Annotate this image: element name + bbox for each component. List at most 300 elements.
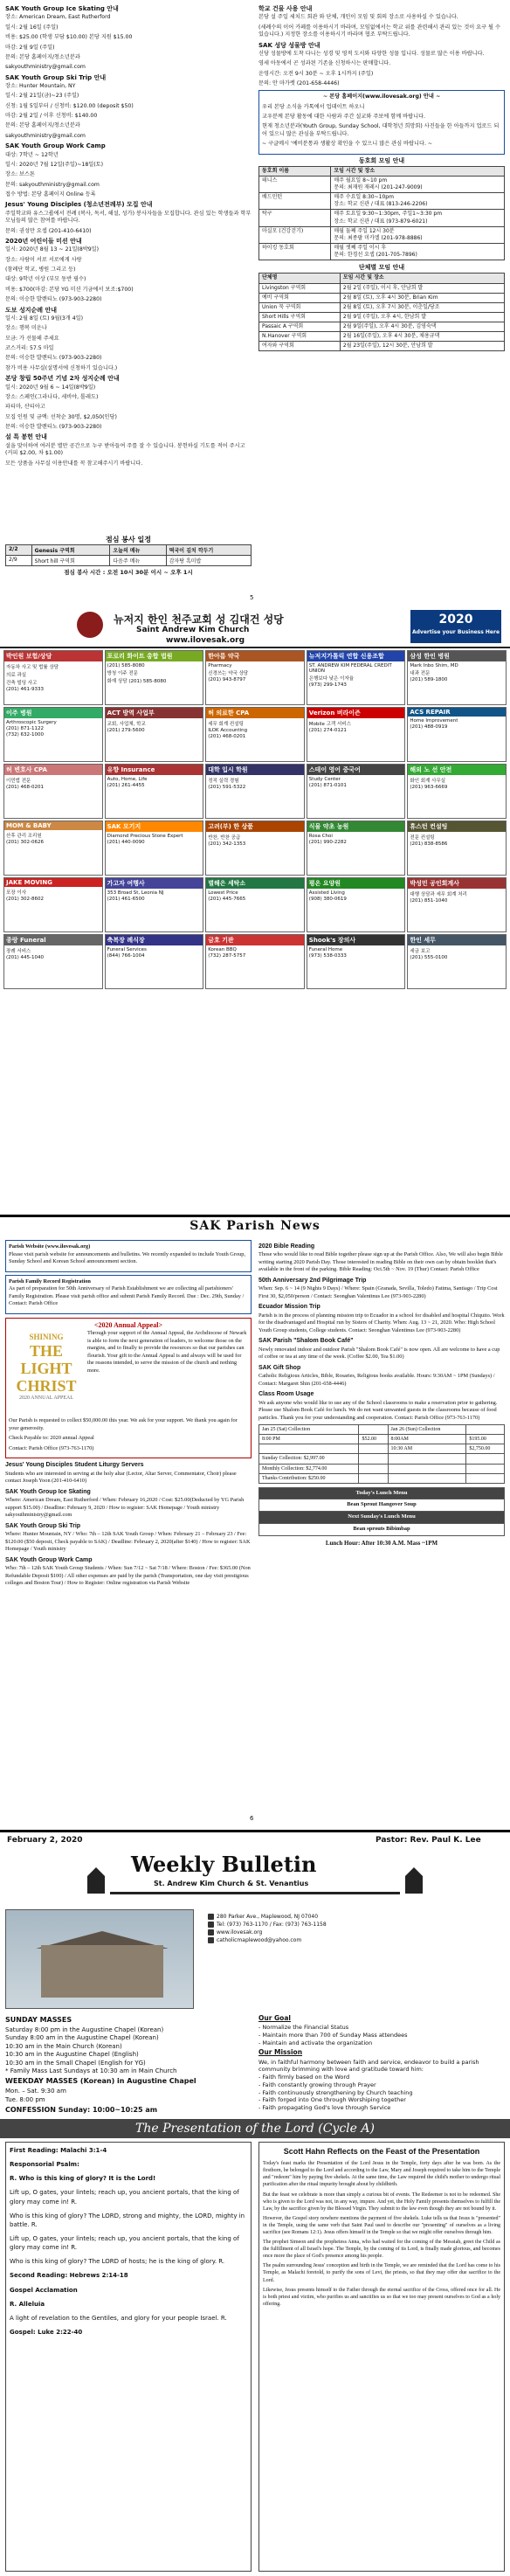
next-menu-title: Next Sunday's Lunch Menu	[259, 1511, 504, 1523]
kr-left-line: 코스거리: 57.5 마일	[5, 345, 54, 352]
collection-cell: Jan 26 (Sun) Collection	[388, 1425, 466, 1435]
annual-appeal-payable: Check Payable to: 2020 annual Appeal	[9, 1435, 94, 1442]
contact-block	[208, 1913, 327, 1944]
ad-line: (201) 468-0201	[6, 785, 45, 790]
ad-line: (201) 261-4455	[107, 783, 145, 788]
kr-left-line: sakyouthministry@gmail.com	[5, 132, 86, 139]
goal-line: - Normalize the Financial Status	[258, 2024, 349, 2032]
reading-line: Who is this king of glory? The LORD of hosts; he is the king of glory. R.	[10, 2258, 225, 2266]
kr-notice-line: 현재 청소년분과(Youth Group, Sunday School, 대학청년 희망회) 사진들을 한 아들까지 업로드 되어 있으니 많은 관심을 부탁드립니다.	[262, 123, 500, 137]
church-name-korean: 뉴저지 한인 천주교회 성 김대건 성당	[114, 613, 284, 626]
kr-left-line: 마감: 2월 9일 (주일)	[5, 44, 55, 51]
collection-cell: 8:00AM	[388, 1435, 466, 1444]
kr-left-line: 일시: 2월 16일 (주일)	[5, 24, 59, 31]
mass-line: * Family Mass Last Sundays at 10:30 am in Main Church	[5, 2067, 177, 2074]
table-header-row	[259, 166, 505, 176]
ad-line: Diamond Precious Stone Expert	[107, 834, 183, 839]
ad-line: (973) 538-0333	[308, 953, 347, 959]
groups-table	[258, 166, 505, 260]
collection-row	[259, 1464, 505, 1473]
table-row	[259, 243, 505, 260]
lunch-schedule-title: 점심 봉사 일정	[106, 536, 151, 544]
ad-card[interactable]	[3, 764, 103, 819]
ad-line: (201) 445-1040	[6, 955, 45, 960]
church-name-english: Saint Andrew Kim Church	[136, 626, 250, 634]
ad-card[interactable]	[307, 877, 406, 932]
table-cell: 2월 8일 (토), 오후 7시 30분, 이춘일/당조	[340, 302, 504, 312]
table-row	[6, 556, 252, 566]
ad-line: (732) 287-5757	[208, 953, 246, 959]
ad-line: 353 Broad St, Leonia NJ	[107, 890, 164, 896]
ad-card[interactable]	[307, 821, 406, 876]
news-right-section-text: Newly renovated indoor and outdoor Parish "Shalom Book Café" is now open. All are welcome to have a cup of coffee or tea at any time of the week. (Coffee $2.00, Tea $1.00)	[258, 1346, 500, 1361]
mass-line: Saturday 8:00 pm in the Augustine Chapel (Korean)	[5, 2025, 164, 2033]
ad-line: Home Improvement	[410, 718, 458, 724]
kr-left-section-title: 본당 창립 50주년 기념 2차 성지순례 안내	[5, 375, 120, 383]
ad-card[interactable]	[105, 707, 204, 762]
collection-cell	[359, 1464, 388, 1473]
table-cell: 2월 8일 (토), 오후 4시 30분, Brian Kim	[340, 293, 504, 302]
news-left-section-title: SAK Youth Group Ice Skating	[5, 1488, 91, 1495]
kr-left-line: 장소: 사람이 서로 서로에게 사랑	[5, 256, 82, 263]
table-cell: Passaic A 구역회	[259, 322, 341, 331]
ad-line: Mark Inbo Shim, MD	[410, 663, 458, 668]
reading-line: Gospel Acclamation	[10, 2286, 78, 2294]
collection-cell	[359, 1444, 388, 1454]
ad-card[interactable]	[307, 650, 406, 705]
kr-left-line: 대상: 7학년 ~ 12학년	[5, 151, 59, 158]
ad-card[interactable]	[407, 877, 507, 932]
reading-line: R. Who is this king of glory? It is the Lord!	[10, 2175, 156, 2183]
annual-appeal-goal: Our Parish is requested to collect $50,000.00 this year. We ask for your support. We thank you again for your generosity.	[9, 1417, 238, 1431]
table-cell	[331, 226, 505, 243]
kr-notice-line: 교우분께 본당 활동에 대한 사람과 주간 설교와 주보에 함께 바랍니다.	[262, 114, 426, 121]
news-right-column	[258, 1240, 505, 1548]
table-cell-line: 문의: 한경선 요셉 (201-705-7896)	[334, 251, 417, 258]
ad-card[interactable]	[3, 934, 103, 989]
ad-title: 평온 요양원	[307, 878, 405, 889]
ad-line: 전문 컨설팅	[410, 835, 435, 841]
annual-appeal-title: <2020 Annual Appeal>	[93, 1320, 163, 1329]
kr-right-line: 본당 설 주일 세치드 회관 와 단체, 개인이 모임 및 회의 장소로 사용하실 수 있습니다.	[258, 14, 458, 21]
kr-left-line: 일시: 2020년 7월 12일(주일)~18일(토)	[5, 161, 104, 168]
kr-left-line: 장소: 보스톤	[5, 171, 35, 178]
kr-left-line: 일시: 2020년 8월 13 ~ 21일(8박9일)	[5, 246, 100, 253]
church-building	[41, 1945, 163, 1998]
mission-line: - Faith firmly based on the Word	[258, 2074, 350, 2081]
reading-line: R. Alleluia	[10, 2300, 45, 2308]
website-notice	[5, 1240, 252, 1272]
goal-line: - Maintain and activate the organization	[258, 2039, 373, 2046]
ad-title: JAKE MOVING	[4, 878, 102, 887]
kr-left-line: 문의: 본당 홈페이지/청소년분과	[5, 122, 80, 129]
ad-line: 장례 서비스	[6, 949, 31, 954]
ad-line: Funeral Services	[107, 947, 147, 952]
advertise-promo[interactable]	[410, 610, 501, 643]
ad-card[interactable]	[407, 821, 507, 876]
kr-right-line: 신당 성물방에 도착 다니는 성경 및 영적 도서와 다양한 성물 입니다. 성물로 많은 이용 바랍니다.	[258, 50, 485, 57]
website-row[interactable]	[208, 1929, 327, 1936]
ad-line: 포장 이사	[6, 890, 27, 896]
ad-title: 축복장 례식장	[106, 935, 203, 945]
table-cell: 모임 시간 및 장소	[340, 274, 504, 283]
phone-text: Tel: (973) 763-1170 / Fax: (973) 763-1158	[217, 1922, 327, 1928]
goal-mission	[258, 2012, 503, 2112]
table-cell: 다음주 메뉴	[110, 556, 166, 566]
ad-card[interactable]	[3, 707, 103, 762]
kr-notice-line: ~ 구글메시 '예비분통과 생활상 확인을 수 있으니 많은 관심 바랍니다. ~	[262, 141, 433, 148]
ad-line: Study Center	[308, 777, 341, 782]
mass-schedule	[5, 2014, 250, 2116]
ad-title: 별해은 세탁소	[206, 878, 304, 889]
ad-line: Lowest Price	[208, 890, 238, 896]
ad-title: 해외 노 선 안전	[408, 765, 506, 775]
news-right-section-title: SAK Parish "Shalom Book Café"	[258, 1338, 354, 1345]
ad-title: 대학 입시 학원	[206, 765, 304, 775]
ad-line: (201) 555-0100	[410, 955, 448, 960]
ad-line: (201) 990-2282	[308, 840, 347, 845]
kr-left-section-title: 도보 성지순례 안내	[5, 306, 57, 314]
news-right-section-text: Catholic Religious Articles, Bible, Rosaries, Religious books available. Hours: 9:30AM ~ 1PM (Sundays) / Contact: Margaret Shin (201-658-4446)	[258, 1373, 495, 1387]
ad-title: 금호 기관	[206, 935, 304, 945]
ad-title: 한아름 약국	[206, 651, 304, 661]
collection-cell: $2,750.00	[466, 1444, 505, 1454]
table-cell: 2월 9일(주일), 오후 4시 30분, 김영숙댁	[340, 322, 504, 331]
mass-line: Sunday 8:00 am in the Augustine Chapel (Korean)	[5, 2034, 159, 2042]
address-text: 280 Parker Ave., Maplewood, NJ 07040	[217, 1914, 319, 1920]
ad-line: ST. ANDREW KIM FEDERAL CREDIT UNION	[308, 663, 392, 674]
ad-title: 박성민 공인회계사	[408, 878, 506, 889]
ad-line: (201) 585-8080	[107, 663, 145, 668]
kr-right-line: 문의: 안 마가렛 (201-658-4446)	[258, 80, 340, 87]
table-cell: 2월 16일(주일), 오후 4시 30분, 채용규댁	[340, 332, 504, 342]
table-cell: 모임 시간 및 장소	[331, 166, 505, 176]
ad-title: 고려(부) 한 상품	[206, 821, 304, 832]
collection-row	[259, 1425, 505, 1435]
ad-line: (201) 279-5600	[107, 728, 145, 733]
ad-card[interactable]	[105, 764, 204, 819]
shine-line-2: THE LIGHT CHRIST	[16, 1342, 77, 1395]
address-row	[208, 1913, 327, 1921]
ad-line: 세무 회계 컨설팅	[208, 722, 244, 727]
page-number: 6	[250, 1815, 254, 1822]
ad-card[interactable]	[307, 764, 406, 819]
collection-cell: 8:00 PM	[259, 1435, 359, 1444]
ad-line: (201) 591-5322	[208, 785, 246, 790]
kr-left-line: 비용: $700(마감: 본당 YG 미션 기금에서 보조:$700)	[5, 286, 134, 293]
ad-card[interactable]	[407, 934, 507, 989]
ad-title: ACT 방역 사업부	[106, 708, 203, 718]
reflection-box	[258, 2142, 505, 2572]
table-header-row	[259, 274, 505, 283]
shining-light-logo	[9, 1332, 84, 1416]
ad-line: (201) 589-1800	[410, 677, 448, 682]
ad-line: (201) 445-7665	[208, 897, 246, 902]
table-cell: 예비 구역회	[259, 293, 341, 302]
kr-website-notice	[258, 90, 505, 154]
annual-appeal	[5, 1318, 252, 1459]
table-cell: 2/2	[6, 545, 32, 556]
table-cell: Short Hills 구역회	[259, 312, 341, 322]
news-left-section-title: Jesus' Young Disciples Student Liturgy Servers	[5, 1462, 144, 1469]
collection-cell	[359, 1473, 388, 1483]
ad-line: (844) 766-1004	[107, 953, 145, 959]
ad-title: 이주 병원	[4, 708, 102, 718]
table-cell: N.Hanover 구역회	[259, 332, 341, 342]
collection-cell	[466, 1425, 505, 1435]
today-menu-item: Bean Sprout Hangover Soup	[259, 1499, 504, 1511]
kr-left-line: 참가 비용 사무실(설명서에 신청하기 있습니다.)	[5, 364, 118, 371]
table-cell-line: 매주 토요일 9:30~1:30pm, 주일1~3:30 pm	[334, 211, 443, 218]
kr-left-line: 신청: 1월 5일부터 / 신청비: $120.00 (deposit $50)	[5, 102, 134, 109]
news-right-section-title: Ecuador Mission Trip	[258, 1304, 320, 1311]
table-header-row	[6, 545, 252, 556]
news-right-section-title: SAK Gift Shop	[258, 1364, 301, 1371]
mission-line: We, in faithful harmony between faith and service, endeavor to build a parish community brimming with love and gratitude toward him:	[258, 2058, 479, 2074]
ad-card[interactable]	[407, 707, 507, 762]
table-cell: 단체명	[259, 274, 341, 283]
table-cell: 2월 2일 (주일), 이시 후, 안남희 발	[340, 283, 504, 293]
news-right-section-text: When: Sep. 6 ~ 14 (9 Nights 9 Days) / Where: Spain (Granada, Sevilla, Toledo) Fatima, Santiago / Trip Cost First 30, $2,050/person / Contact: Seonghan Valentinus Lee (973-903-2280)	[258, 1285, 498, 1299]
weekday-line: Mon. – Sat. 9:30 am	[5, 2088, 66, 2095]
ad-line: (201) 461-9333	[6, 687, 45, 692]
ad-title: ACS REPAIR	[408, 708, 506, 717]
email-text[interactable]: catholicmaplewood@yahoo.com	[217, 1937, 302, 1943]
table-cell-line: 장소: 학교 신관 / 대표 (813-246-2206)	[334, 201, 428, 208]
website-text[interactable]: www.ilovesak.org	[217, 1929, 263, 1935]
kr-left-section-title: Jesus' Young Disciples (청소년전례부) 모집 안내	[5, 201, 153, 209]
table-cell: Short hill 구역회	[31, 556, 110, 566]
kr-left-line: 대상: 9학년 이상 (부모 동반 필수)	[5, 276, 86, 283]
ad-title: 가고자 여행사	[106, 878, 203, 889]
ad-line: 신경쓰는 약국 상담	[208, 671, 249, 676]
ad-line: ILOK Accounting	[208, 728, 248, 733]
news-right-section-title: 2020 Bible Reading	[258, 1243, 315, 1250]
kr-right-column	[258, 3, 505, 351]
ad-card[interactable]	[307, 707, 406, 762]
kr-left-line: 모든 상품을 사무실 이용안내를 꼭 참고해주시기 바랍니다.	[5, 460, 143, 467]
ad-card[interactable]	[105, 650, 204, 705]
ad-line: 세금 보고	[410, 949, 431, 954]
ad-title: 삼성 한인 병원	[408, 651, 506, 661]
collection-cell	[259, 1444, 359, 1454]
ad-card[interactable]	[407, 764, 507, 819]
mission-line: - Faith continuously strengthening by Church teaching	[258, 2088, 413, 2096]
ad-line: (201) 461-6500	[107, 897, 145, 902]
table-cell: 감자탕 흑미밥	[166, 556, 251, 566]
table-cell	[331, 177, 505, 193]
ad-line: (201) 943-8797	[208, 677, 246, 682]
table-row	[259, 302, 505, 312]
ad-card[interactable]	[407, 650, 507, 705]
groups-title: 동호회 모임 안내	[358, 156, 405, 164]
kr-left-line: (참례단 학교, 병원 그리고 등)	[5, 267, 76, 274]
promo-text: Advertise your Business Here	[411, 629, 500, 635]
today-menu-title: Today's Lunch Menu	[259, 1488, 504, 1499]
weekly-bulletin-front	[0, 1830, 510, 2576]
page-number: 5	[250, 594, 254, 601]
ad-card[interactable]	[205, 821, 305, 876]
kr-left-section-title: SAK Youth Group Work Camp	[5, 142, 106, 150]
ad-card[interactable]	[205, 764, 305, 819]
mission-title: Our Mission	[258, 2048, 303, 2057]
ad-title: MOM & BABY	[4, 821, 102, 830]
table-cell	[331, 210, 505, 226]
collection-row	[259, 1435, 505, 1444]
ad-title: 포로리 화이트 총합 법원	[106, 651, 203, 661]
table-cell: 마실모 (건강걷기)	[259, 226, 331, 243]
ad-line: 건축 빌딩 사고	[6, 681, 38, 686]
family-registration-text: As part of preparation for 50th Anniversary of Parish Establishment we are collecting all parishioners' Family Registration. Please visit parish office and submit Parish Family Record. Due : Dec. 29th, Sunday / Contact: Parish Office	[9, 1285, 245, 1306]
ad-title: 박인원 보험/상담	[4, 651, 102, 661]
table-cell-line: 문의: 최재원 재레시 (201-247-9009)	[334, 184, 423, 191]
reading-line: Lift up, O gates, your lintels; reach up, you ancient portals, that the king of glory may come in! R.	[10, 2189, 239, 2206]
collection-row	[259, 1473, 505, 1483]
globe-icon	[208, 1929, 214, 1935]
ad-card[interactable]	[205, 707, 305, 762]
table-cell: Genesis 구역회	[31, 545, 110, 556]
news-right-section-text: We ask anyone who would like to use any of the School classrooms to make a reservation prior to gathering. Please use Shalom Book Café for lunch. We do not want unwanted guests in the classrooms because of food particles. Thank you for your understanding and cooperation. Contact: Parish Office (973-763-1170)	[258, 1399, 498, 1421]
ad-card[interactable]	[307, 934, 406, 989]
kr-left-section-title: SAK Youth Group Ice Skating 안내	[5, 5, 119, 12]
table-row	[259, 312, 505, 322]
ad-line: 교회, 사업체, 학교	[107, 722, 146, 727]
ad-line: Auto, Home, Life	[107, 777, 148, 782]
ad-line: 방청 이주 전문	[107, 671, 138, 676]
reflection-paragraph: However, the Gospel story nowhere mentions the payment of five shekels. Luke tells us that Jesus is "presented" in the Temple, using the same verb that Saint Paul used to describe our "presenting" of ourselves as a living sacrifice (see Romans 12:1). Jesus offers himself in the Temple so that we might offer ourselves through him.	[263, 2215, 500, 2235]
ad-line: 은행보다 낮은 이자율	[308, 676, 355, 682]
kr-right-section-title: SAK 성당 성물방 안내	[258, 41, 320, 49]
church-url[interactable]: www.ilovesak.org	[166, 636, 245, 645]
collection-cell	[388, 1454, 466, 1464]
ad-card[interactable]	[205, 877, 305, 932]
news-left-column	[5, 1240, 252, 1590]
table-cell: 2/9	[6, 556, 32, 566]
feast-title-band: The Presentation of the Lord (Cycle A)	[0, 2119, 510, 2138]
bulletin-date: February 2, 2020	[7, 1836, 83, 1845]
ads-page	[0, 606, 510, 1211]
collection-table	[258, 1424, 505, 1484]
ad-card[interactable]	[3, 821, 103, 876]
kr-left-line: 접수 방법: 본당 홈페이지 Online 등록	[5, 191, 96, 198]
ad-line: 의료 과실	[6, 673, 27, 678]
table-row	[259, 332, 505, 342]
weekday-title: WEEKDAY MASSES (Korean) in Augustine Chapel	[5, 2077, 196, 2086]
kr-left-section-title: 설 특 봉헌 안내	[5, 433, 47, 441]
news-right-section-title: Class Room Usage	[258, 1391, 314, 1398]
ad-line: (973) 299-1743	[308, 682, 347, 688]
kr-left-line: 파티마, 산티아고	[5, 404, 45, 411]
news-left-section-text: Who: 7th – 12th SAK Youth Group Students / When: Sun 7/12 ~ Sat 7/18 / Where: Boston / Fee: $365.00 (Non Refundable Deposit $100) / All other expenses are paid by the parish (Transportation, one day visit prestigious colleges and Boston Tour) / How to Register: Online registration via Parish Website	[5, 1565, 251, 1587]
shine-line-1: SHINING	[29, 1333, 64, 1342]
news-left-section-text: Where: American Dream, East Rutherford / When: February 16,2020 / Cost: $25.00(Deducted by YG Parish support $15.00) / Deadline: February 9, 2020 / How to register: SAK Homepage / Youth ministry sakyouthministry@gmail.com	[5, 1497, 245, 1519]
collection-cell: 10:30 AM	[388, 1444, 466, 1454]
ad-card[interactable]	[105, 934, 204, 989]
ad-line: Assisted Living	[308, 890, 345, 896]
home-icon	[208, 1914, 214, 1920]
mission-line: - Faith propagating God's love through Service	[258, 2104, 391, 2112]
reading-line: Lift up, O gates, your lintels; reach up, you ancient portals, that the king of glory may come in! R.	[10, 2234, 239, 2252]
ad-line: Arthroscopic Surgery	[6, 720, 57, 725]
kr-right-line: 영세 아동에서 곤 성과된 기존을 신청하시는 판매합니다.	[258, 60, 391, 67]
table-cell: 탁구	[259, 210, 331, 226]
table-cell-line: 매월 둘째 주일 12시 30분	[334, 227, 395, 234]
collection-cell: Sunday Collection: $2,997.00	[259, 1454, 359, 1464]
collection-row	[259, 1454, 505, 1464]
ad-line: (201) 851-1040	[410, 898, 448, 904]
ad-card[interactable]	[105, 877, 204, 932]
mission-line: - Faith constantly growing through Prayer	[258, 2081, 376, 2088]
ad-line: (201) 440-0090	[107, 840, 145, 845]
parish-news-title: SAK Parish News	[190, 1219, 320, 1233]
ad-card[interactable]	[205, 650, 305, 705]
ad-card[interactable]	[3, 650, 103, 705]
table-cell-line: 문의: 최종팔 미카엘 (201-978-8886)	[334, 234, 423, 241]
collection-cell	[388, 1464, 466, 1473]
kr-right-line: (세례수의 이어 카페를 이용하시기 바라며, 모임없에서는 학교 위를 관련해서 관리 있는 것이 요구 될 수 있습니다.) 지정한 장소를 이용하시기 바라며 협조 부탁드립니다.	[258, 24, 500, 38]
kr-left-line: 장소: American Dream, East Rutherford	[5, 14, 111, 21]
table-cell-line: 매월 셋째 주일 이시 후	[334, 244, 387, 251]
ad-title: 유향 Insurance	[106, 765, 203, 775]
mass-title: SUNDAY MASSES	[5, 2016, 72, 2024]
news-left-section-title: SAK Youth Group Ski Trip	[5, 1522, 81, 1529]
ad-card[interactable]	[205, 934, 305, 989]
table-cell: 하이킹 동호회	[259, 243, 331, 260]
news-left-section-text: Students who are interested in serving at the holy altar (Lector, Altar Server, Commentator, Choir) please contact Joseph Yoon (201-410-6410)	[5, 1470, 237, 1485]
kr-left-line: 마감: 2월 2일 / 이후 신청비: $140.00	[5, 113, 98, 120]
table-cell: 여자와 구역회	[259, 342, 341, 351]
ad-title: SAK 모기지	[106, 821, 203, 832]
ad-card[interactable]	[105, 821, 204, 876]
lunch-hour: Lunch Hour: After 10:30 A.M. Mass ~1PM	[325, 1539, 438, 1547]
ad-line: (908) 380-0619	[308, 897, 347, 902]
email-row[interactable]	[208, 1936, 327, 1944]
ad-line: 이민법 전문	[6, 779, 31, 784]
collection-cell: Monthly Collection: $2,774.00	[259, 1464, 359, 1473]
table-cell: 배드민턴	[259, 193, 331, 210]
ad-line: Mobile 고객 서비스	[308, 722, 351, 727]
kr-left-line: 모금: 가 선물해 주세요	[5, 335, 59, 342]
ad-grid	[3, 650, 507, 989]
ad-title: 허 변호사 CPA	[4, 765, 102, 775]
table-cell	[331, 193, 505, 210]
news-right-section-title: 50th Anniversary 2nd Pilgrimage Trip	[258, 1277, 367, 1284]
table-row	[259, 342, 505, 351]
collection-cell: Thanks Contribution: $250.00	[259, 1473, 359, 1483]
table-cell	[331, 243, 505, 260]
kr-left-line: 문의: 권성만 요셉 (201-410-6410)	[5, 227, 92, 234]
mail-icon	[208, 1937, 214, 1943]
reflection-paragraph: The prophet Simeon and the prophetess Anna, who had waited for the coming of the Messiah, greet the Child as the fulfillment of all Israel's hope. The Temple, by the coming of its Lord, is finally made glorious, and becomes once more the place of God's presence among his people.	[263, 2240, 500, 2260]
table-row	[259, 226, 505, 243]
kr-left-line: 일시: 2020년 9월 6 ~ 14일(8박9일)	[5, 384, 96, 391]
kr-right-line: 운영시간: 오전 9시 30분 ~ 오후 1시까지 (주일)	[258, 70, 374, 77]
collection-cell	[359, 1454, 388, 1464]
church-logo-icon	[77, 612, 103, 638]
kr-left-line: 문의: 이승한 발렌티노 (973-903-2280)	[5, 424, 102, 430]
promo-year: 2020	[438, 613, 473, 627]
ad-line: (201) 488-0919	[410, 724, 448, 730]
ad-card[interactable]	[3, 877, 103, 932]
table-row	[259, 322, 505, 331]
bulletin-pastor: Pastor: Rev. Paul K. Lee	[376, 1836, 481, 1845]
ad-line: 대행 상담과 세무 회계 처리	[410, 892, 467, 897]
ad-title: 식물 약초 농원	[307, 821, 405, 832]
ad-title: Verizon 버라이즌	[307, 708, 405, 718]
table-row	[259, 177, 505, 193]
ad-line: (201) 871-0101	[308, 783, 347, 788]
goal-title: Our Goal	[258, 2014, 291, 2022]
